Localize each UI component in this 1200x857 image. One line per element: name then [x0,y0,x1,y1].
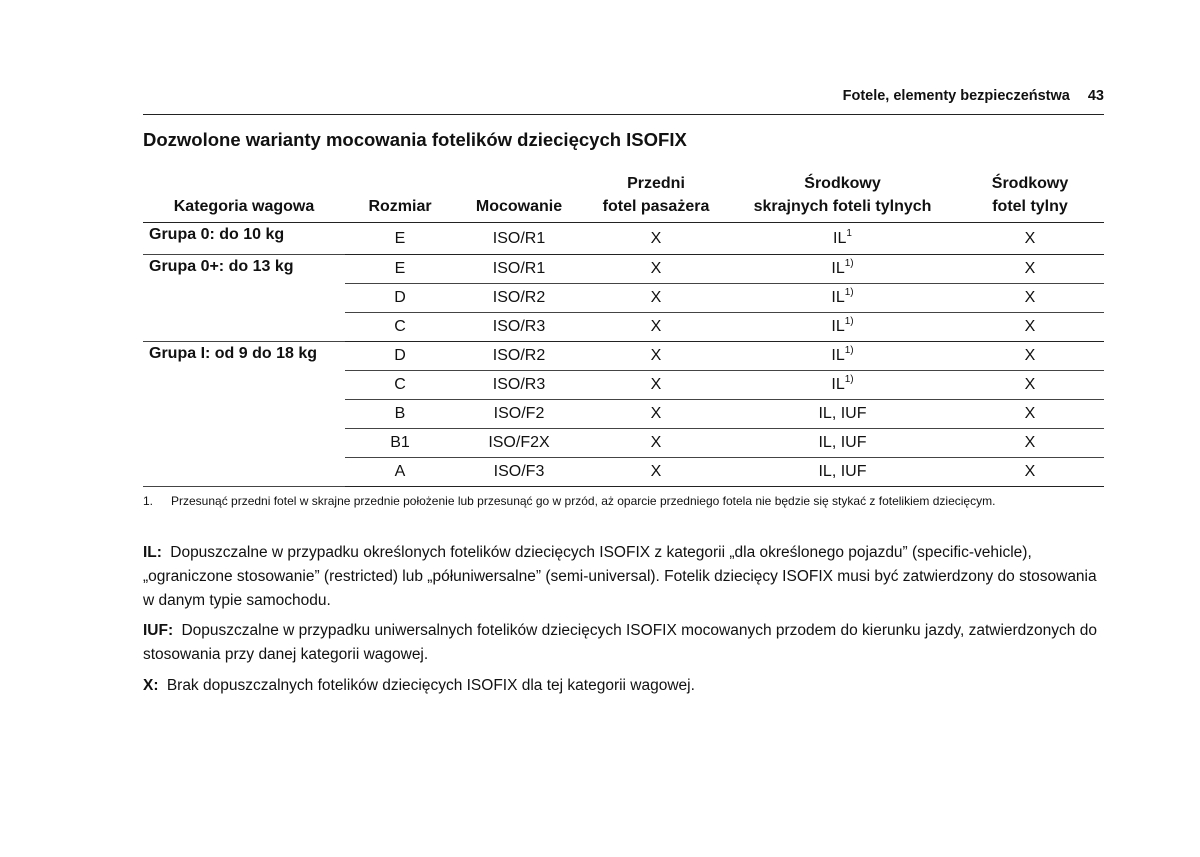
table-row [143,223,1104,255]
mount-cell: ISO/R1 [455,223,583,255]
front-seat-cell: X [583,342,729,371]
outer-rear-cell [729,255,956,284]
legend-key: X: [143,677,159,694]
column-header-front-seat [583,172,729,223]
footnote-ref: 1 [846,227,852,239]
outer-rear-value: IL [831,347,845,364]
front-seat-cell: X [583,371,729,400]
legend-il [143,541,1104,613]
outer-rear-value: IL, IUF [818,434,867,451]
table-header-row [143,172,1104,223]
footnote-number: 1. [143,494,154,508]
legend-text: Dopuszczalne w przypadku uniwersalnych fotelików dziecięcych ISOFIX mocowanych przodem do kierunku jazdy, zatwierdzonych do stosowania przy danej kategorii wagowej. [143,622,1097,663]
size-cell: C [345,313,455,342]
outer-rear-cell [729,342,956,371]
outer-rear-value: IL [831,260,845,277]
size-cell: B1 [345,429,455,458]
legend-text: Dopuszczalne w przypadku określonych fotelików dziecięcych ISOFIX z kategorii „dla określonego pojazdu” (specific-vehicle), „ograniczone stosowanie” (restricted) lub „półuniwersalne” (semi-universal). Fotelik dziecięcy ISOFIX musi być zatwierdzony do stosowania w danym typie samochodu. [143,544,1097,609]
section-title: Dozwolone warianty mocowania fotelików dziecięcych ISOFIX [143,129,687,150]
column-header-line2: fotel pasażera [602,198,710,215]
outer-rear-value: IL [831,289,845,306]
column-header-line1: Przedni [627,175,685,192]
center-rear-cell: X [956,313,1104,342]
footnote-text: Przesunąć przedni fotel w skrajne przednie położenie lub przesunąć go w przód, aż oparcie przedniego fotela nie będzie się stykać z fotelikiem dziecięcym. [171,494,996,508]
column-header-category [143,172,345,223]
legend-key: IUF: [143,622,174,639]
center-rear-cell: X [956,255,1104,284]
footnote-ref: 1) [844,374,854,385]
outer-rear-cell [729,313,956,342]
front-seat-cell: X [583,284,729,313]
mount-cell: ISO/F2 [455,400,583,429]
mount-cell: ISO/R1 [455,255,583,284]
center-rear-cell: X [956,223,1104,255]
outer-rear-value: IL, IUF [818,405,867,422]
outer-rear-cell [729,371,956,400]
legend-text: Brak dopuszczalnych fotelików dziecięcych ISOFIX dla tej kategorii wagowej. [166,677,695,694]
center-rear-cell: X [956,284,1104,313]
category-cell: Grupa 0+: do 13 kg [143,255,345,342]
legend-key: IL: [143,544,162,561]
outer-rear-cell [729,284,956,313]
size-cell: C [345,371,455,400]
page-number: 43 [1087,88,1104,104]
outer-rear-cell [729,223,956,255]
center-rear-cell: X [956,342,1104,371]
legend-iuf [143,619,1104,667]
mount-cell: ISO/F3 [455,458,583,487]
footnote-ref: 1) [844,345,854,356]
running-header [143,88,1104,115]
legend-x [143,674,1104,698]
column-header-line2: fotel tylny [992,198,1068,215]
mount-cell: ISO/R3 [455,313,583,342]
size-cell: A [345,458,455,487]
outer-rear-value: IL [833,229,847,247]
table-footnote [143,494,1104,508]
column-header-mount [455,172,583,223]
category-cell: Grupa 0: do 10 kg [143,223,345,255]
outer-rear-value: IL [831,376,845,393]
mount-cell: ISO/R2 [455,284,583,313]
column-header-size [345,172,455,223]
outer-rear-cell [729,458,956,487]
category-cell: Grupa I: od 9 do 18 kg [143,342,345,487]
outer-rear-value: IL, IUF [818,463,867,480]
center-rear-cell: X [956,429,1104,458]
mount-cell: ISO/R2 [455,342,583,371]
column-header-line2: Kategoria wagowa [173,198,315,215]
front-seat-cell: X [583,400,729,429]
table-row [143,342,1104,371]
outer-rear-cell [729,400,956,429]
center-rear-cell: X [956,458,1104,487]
front-seat-cell: X [583,458,729,487]
center-rear-cell: X [956,371,1104,400]
size-cell: E [345,223,455,255]
front-seat-cell: X [583,313,729,342]
column-header-line2: Mocowanie [475,198,563,215]
size-cell: B [345,400,455,429]
column-header-outer-rear [729,172,956,223]
outer-rear-value: IL [831,318,845,335]
footnote-ref: 1) [844,287,854,298]
mount-cell: ISO/F2X [455,429,583,458]
isofix-table [143,172,1104,487]
size-cell: E [345,255,455,284]
front-seat-cell: X [583,223,729,255]
mount-cell: ISO/R3 [455,371,583,400]
column-header-center-rear [956,172,1104,223]
column-header-line1: Środkowy [991,175,1069,192]
footnote-ref: 1) [844,258,854,269]
size-cell: D [345,342,455,371]
outer-rear-cell [729,429,956,458]
column-header-line1: Środkowy [804,175,881,192]
column-header-line2: Rozmiar [368,198,432,215]
size-cell: D [345,284,455,313]
front-seat-cell: X [583,255,729,284]
column-header-line2: skrajnych foteli tylnych [753,198,932,215]
table-row [143,255,1104,284]
front-seat-cell: X [583,429,729,458]
section-name: Fotele, elementy bezpieczeństwa [842,88,1070,104]
footnote-ref: 1) [844,316,854,327]
center-rear-cell: X [956,400,1104,429]
